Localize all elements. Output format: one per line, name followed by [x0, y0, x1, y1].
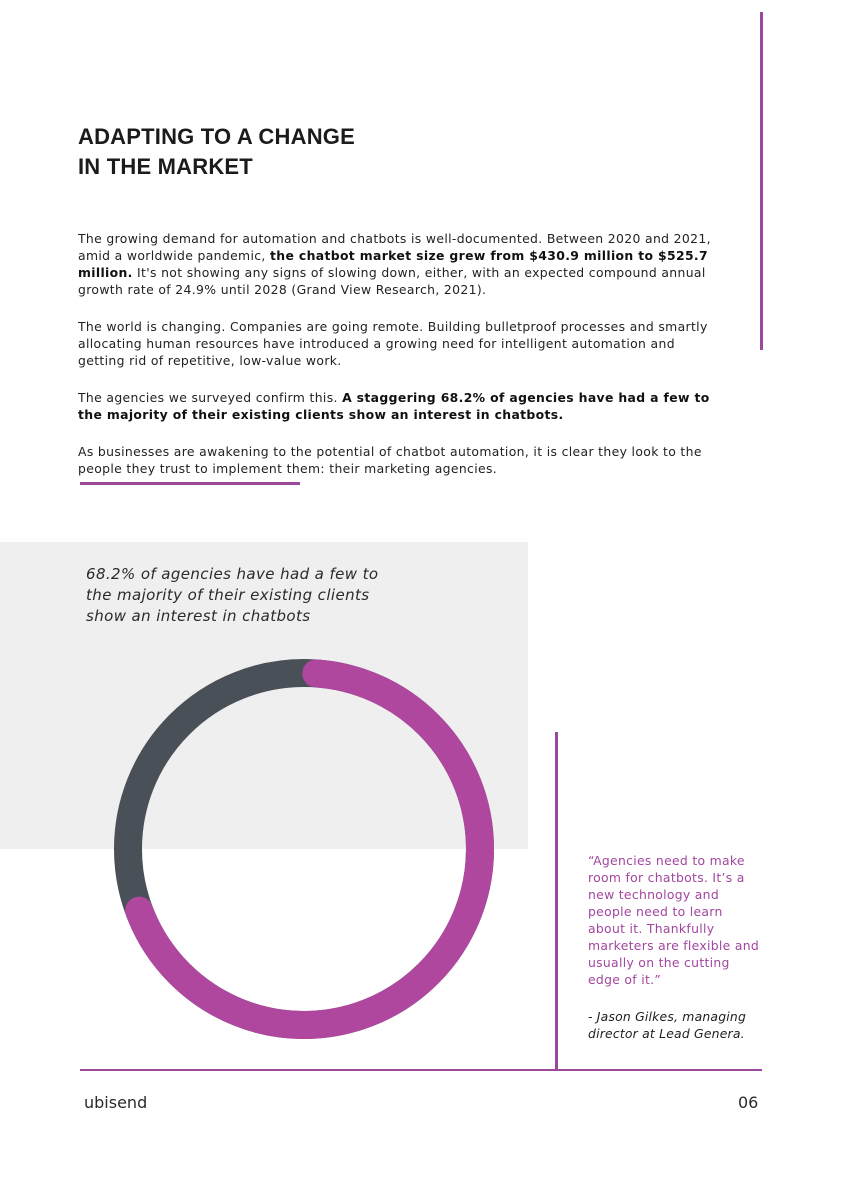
caption-line-3: show an interest in chatbots: [86, 607, 311, 625]
quote-line-3: new technology and: [588, 887, 720, 902]
attribution-line-2: director at Lead Genera.: [588, 1026, 745, 1041]
footer-brand: ubisend: [84, 1093, 148, 1112]
caption-line-1: 68.2% of agencies have had a few to: [86, 565, 379, 583]
quote-attribution: [588, 1008, 773, 1042]
title-line-2: IN THE MARKET: [78, 154, 253, 179]
p1-text-a: The growing demand for automation and chatbots is well-documented. Between 2020 and 2021, amid a worldwide pandemic,: [78, 231, 711, 263]
section-divider: [80, 482, 300, 485]
stat-caption: [86, 564, 406, 627]
quote-line-4: people need to learn: [588, 904, 723, 919]
paragraph-3: [78, 389, 718, 423]
donut-chart: [114, 659, 494, 1039]
quote-line-5: about it. Thankfully: [588, 921, 715, 936]
paragraph-1: [78, 230, 718, 298]
title-line-1: ADAPTING TO A CHANGE: [78, 124, 355, 149]
paragraph-4: As businesses are awakening to the potential of chatbot automation, it is clear they look to the people they trust to implement them: their marketing agencies.: [78, 444, 702, 476]
quote-vertical-rule: [555, 732, 558, 1070]
pull-quote: [588, 852, 773, 988]
top-vertical-rule: [760, 12, 763, 350]
footer-rule: [80, 1069, 762, 1071]
caption-line-2: the majority of their existing clients: [86, 586, 370, 604]
page-title: [78, 122, 355, 182]
paragraph-2: The world is changing. Companies are going remote. Building bulletproof processes and smartly allocating human resources have introduced a growing need for intelligent automation and getting rid of repetitive, low-value work.: [78, 319, 708, 368]
p3-bold: A staggering 68.2% of agencies have had a few to the majority of their existing clients show an interest in chatbots.: [78, 390, 710, 422]
quote-line-1: “Agencies need to make: [588, 853, 745, 868]
page-number: 06: [738, 1093, 759, 1112]
quote-line-2: room for chatbots. It’s a: [588, 870, 745, 885]
quote-line-8: edge of it.”: [588, 972, 662, 987]
body-text: [78, 230, 718, 497]
p1-bold: the chatbot market size grew from $430.9 million to $525.7 million.: [78, 248, 708, 280]
attribution-line-1: - Jason Gilkes, managing: [588, 1009, 747, 1024]
quote-line-7: usually on the cutting: [588, 955, 730, 970]
p1-text-c: It's not showing any signs of slowing down, either, with an expected compound annual growth rate of 24.9% until 2028 (Grand View Research, 2021).: [78, 265, 706, 297]
p3-text-a: The agencies we surveyed confirm this.: [78, 390, 343, 405]
quote-line-6: marketers are flexible and: [588, 938, 760, 953]
